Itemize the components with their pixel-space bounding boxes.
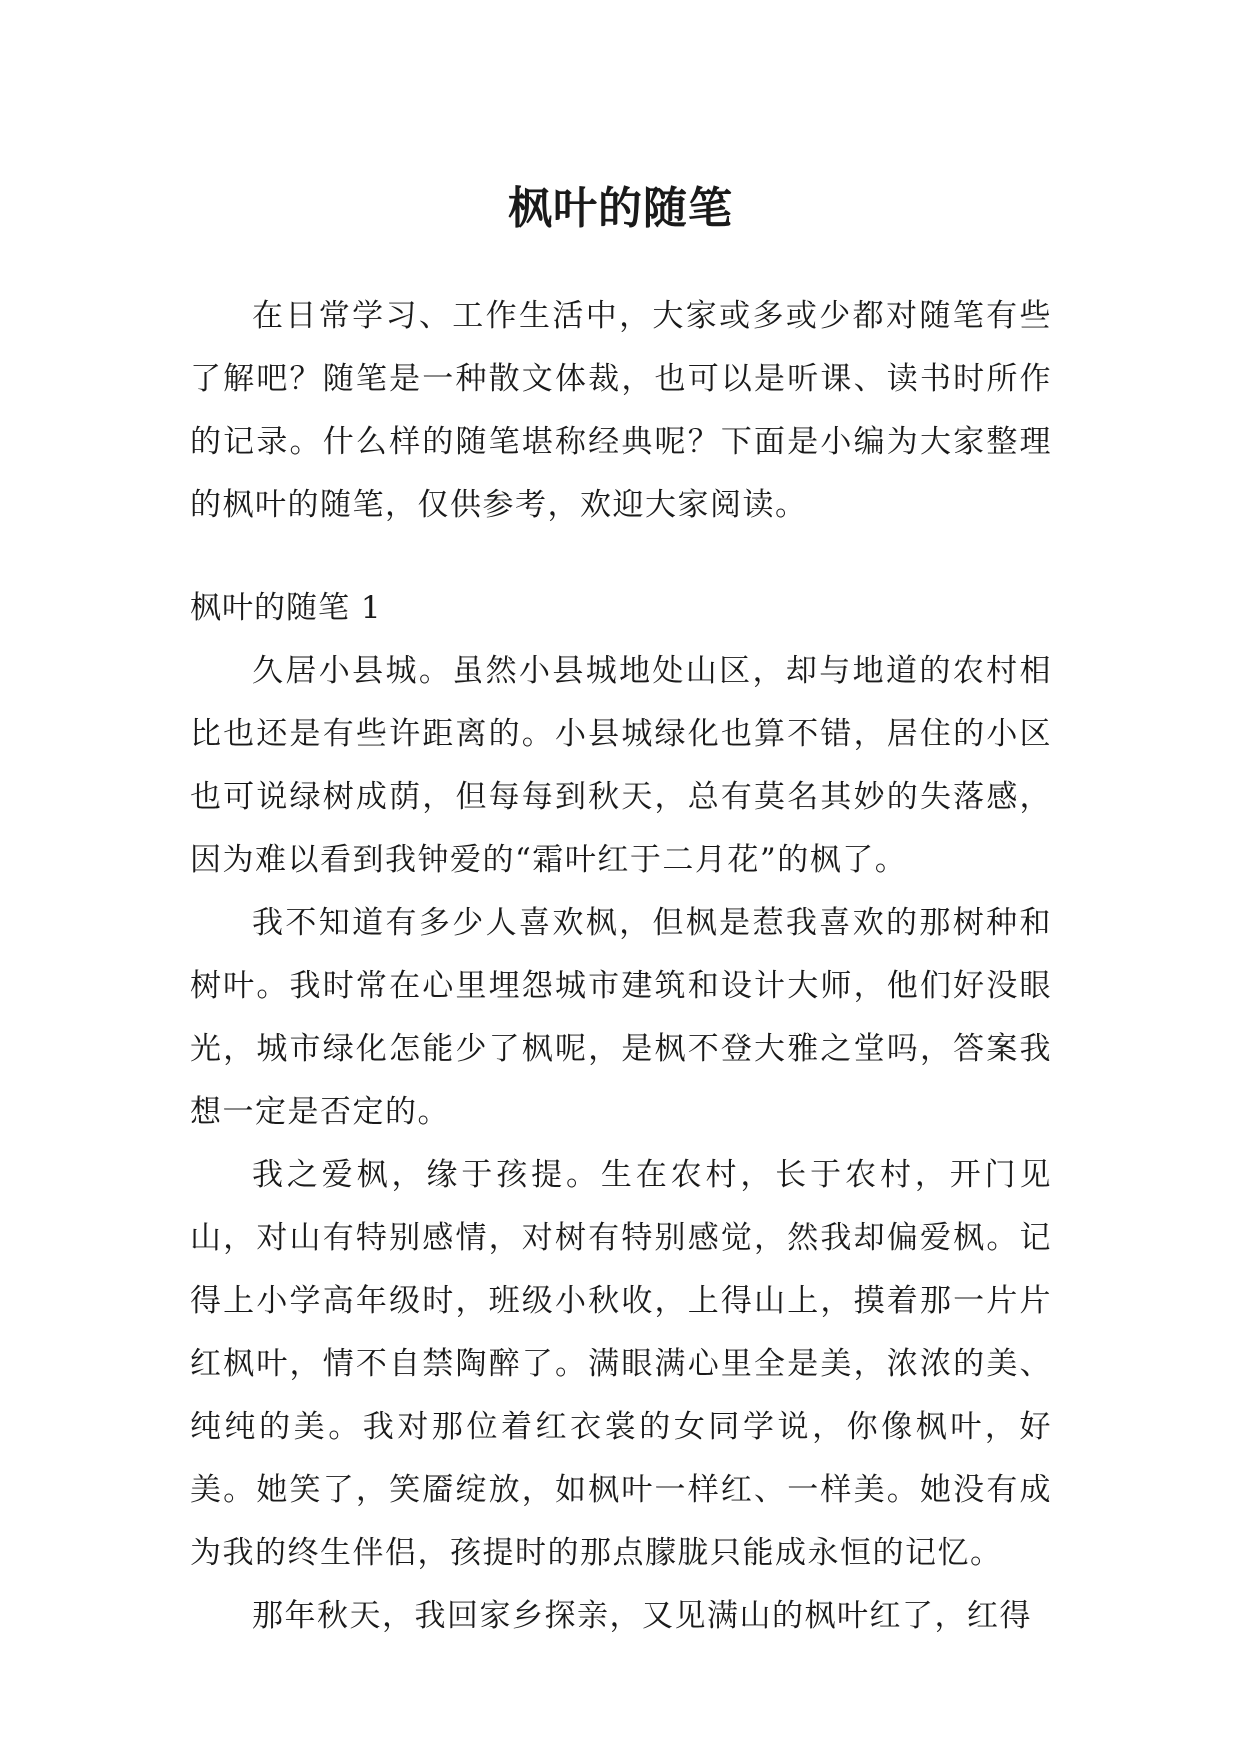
essay-paragraph: 我不知道有多少人喜欢枫，但枫是惹我喜欢的那树种和树叶。我时常在心里埋怨城市建筑和设计大师，他们好没眼光，城市绿化怎能少了枫呢，是枫不登大雅之堂吗，答案我想一定是否定的。 [190,905,1052,1130]
intro-paragraph: 在日常学习、工作生活中，大家或多或少都对随笔有些了解吧？随笔是一种散文体裁，也可以是听课、读书时所作的记录。什么样的随笔堪称经典呢？下面是小编为大家整理的枫叶的随笔，仅供参考，欢迎大家阅读。 [190,298,1052,523]
intro-block [190,285,1052,537]
section-heading: 枫叶的随笔 1 [190,590,382,626]
essay-paragraph: 那年秋天，我回家乡探亲，又见满山的枫叶红了，红得 [252,1598,1032,1634]
document-title: 枫叶的随笔 [508,183,733,235]
essay-paragraph: 我之爱枫，缘于孩提。生在农村，长于农村，开门见山，对山有特别感情，对树有特别感觉，然我却偏爱枫。记得上小学高年级时，班级小秋收，上得山上，摸着那一片片红枫叶，情不自禁陶醉了。满眼满心里全是美，浓浓的美、纯纯的美。我对那位着红衣裳的女同学说，你像枫叶，好美。她笑了，笑靥绽放，如枫叶一样红、一样美。她没有成为我的终生伴侣，孩提时的那点朦胧只能成永恒的记忆。 [190,1157,1052,1571]
essay-paragraph: 久居小县城。虽然小县城地处山区，却与地道的农村相比也还是有些许距离的。小县城绿化也算不错，居住的小区也可说绿树成荫，但每每到秋天，总有莫名其妙的失落感，因为难以看到我钟爱的“霜叶红于二月花”的枫了。 [190,653,1052,878]
essay-body [190,640,1052,1648]
